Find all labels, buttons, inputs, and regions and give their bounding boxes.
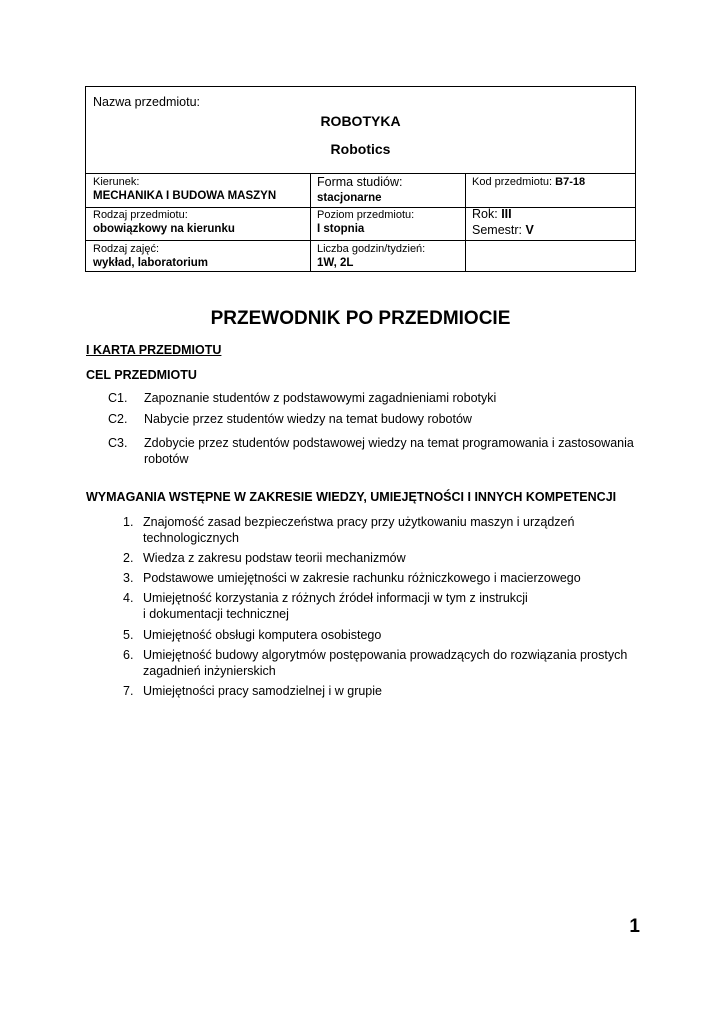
godziny-label: Liczba godzin/tydzień: <box>317 243 426 255</box>
godziny-value: 1W, 2L <box>317 257 354 269</box>
forma-value: stacjonarne <box>317 192 382 204</box>
poziom-label: Poziom przedmiotu: <box>317 209 415 221</box>
cel-text: Zapoznanie studentów z podstawowymi zagadnieniami robotyki <box>144 391 497 405</box>
cel-number: C3. <box>108 436 128 450</box>
cel-title: CEL PRZEDMIOTU <box>86 368 197 382</box>
subject-title-en: Robotics <box>330 141 391 157</box>
cel-text: Zdobycie przez studentów podstawowej wiedzy na temat programowania i zastosowania <box>144 436 634 450</box>
rodzaj-przedmiotu-label: Rodzaj przedmiotu: <box>93 209 188 221</box>
poziom-value: I stopnia <box>317 223 365 235</box>
wymagania-title: WYMAGANIA WSTĘPNE W ZAKRESIE WIEDZY, UMIEJĘTNOŚCI I INNYCH KOMPETENCJI <box>86 490 617 504</box>
section-title: I KARTA PRZEDMIOTU <box>86 343 222 357</box>
forma-label: Forma studiów: <box>317 175 403 189</box>
wymaganie-text: technologicznych <box>143 531 239 545</box>
cel-text: Nabycie przez studentów wiedzy na temat budowy robotów <box>144 412 472 426</box>
cel-number: C2. <box>108 412 128 426</box>
wymaganie-number: 3. <box>123 571 134 585</box>
wymaganie-number: 6. <box>123 648 134 662</box>
wymaganie-number: 2. <box>123 551 134 565</box>
wymaganie-text: Umiejętność obsługi komputera osobistego <box>143 628 382 642</box>
rok-label: Rok: <box>472 207 498 221</box>
rodzaj-zajec-label: Rodzaj zajęć: <box>93 243 160 255</box>
wymaganie-text: i dokumentacji technicznej <box>143 607 289 621</box>
wymaganie-text: Wiedza z zakresu podstaw teorii mechanizmów <box>143 551 406 565</box>
table-divider <box>310 173 311 272</box>
subject-name-label: Nazwa przedmiotu: <box>93 95 200 109</box>
kod-value: B7-18 <box>555 176 586 188</box>
wymaganie-text: zagadnień inżynierskich <box>143 664 276 678</box>
semestr-value: V <box>525 223 534 237</box>
cel-number: C1. <box>108 391 128 405</box>
kod-label: Kod przedmiotu: <box>472 176 553 188</box>
rok <box>472 206 512 223</box>
rodzaj-zajec-value: wykład, laboratorium <box>93 257 209 269</box>
semestr-label: Semestr: <box>472 223 523 237</box>
wymaganie-number: 5. <box>123 628 134 642</box>
table-divider <box>465 173 466 272</box>
main-title: PRZEWODNIK PO PRZEDMIOCIE <box>210 308 511 329</box>
wymaganie-text: Umiejętność budowy algorytmów postępowania prowadzących do rozwiązania prostych <box>143 648 628 662</box>
wymaganie-number: 4. <box>123 591 134 605</box>
wymaganie-text: Znajomość zasad bezpieczeństwa pracy przy użytkowaniu maszyn i urządzeń <box>143 515 575 529</box>
kierunek-value: MECHANIKA I BUDOWA MASZYN <box>93 190 277 202</box>
wymaganie-text: Podstawowe umiejętności w zakresie rachunku różniczkowego i macierzowego <box>143 571 581 585</box>
table-divider <box>86 240 635 241</box>
semestr <box>472 222 534 239</box>
subject-title-pl: ROBOTYKA <box>320 113 401 129</box>
wymaganie-text: Umiejętności pracy samodzielnej i w grupie <box>143 684 382 698</box>
wymaganie-text: Umiejętność korzystania z różnych źródeł informacji w tym z instrukcji <box>143 591 528 605</box>
rok-value: III <box>501 207 512 221</box>
rodzaj-przedmiotu-value: obowiązkowy na kierunku <box>93 223 235 235</box>
kod-przedmiotu <box>472 175 585 189</box>
kierunek-label: Kierunek: <box>93 176 140 188</box>
wymaganie-number: 7. <box>123 684 134 698</box>
page-number: 1 <box>629 916 640 937</box>
cel-text: robotów <box>144 452 189 466</box>
wymaganie-number: 1. <box>123 515 134 529</box>
